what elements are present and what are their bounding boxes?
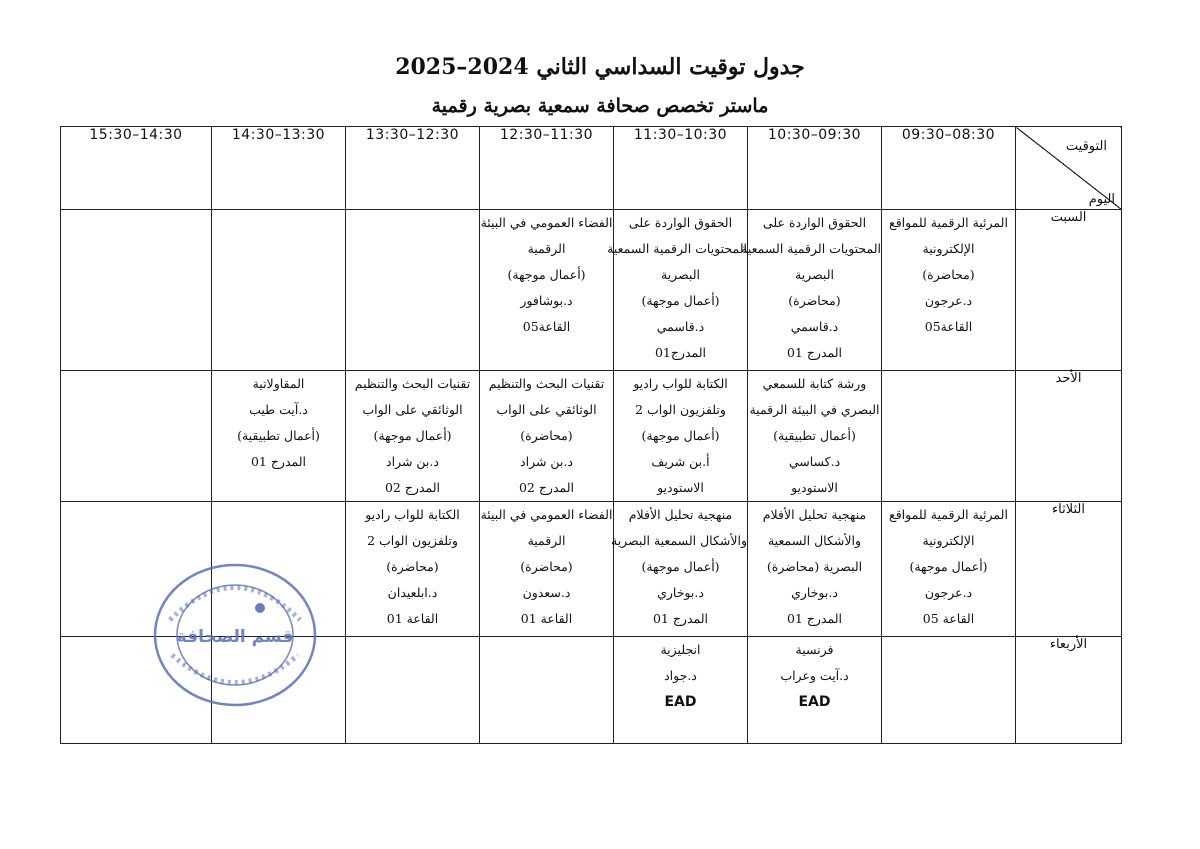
course-line: (محاضرة) xyxy=(520,428,573,443)
time-header-row xyxy=(61,127,1122,210)
course-line: والأشكال السمعية xyxy=(767,533,862,548)
course-cell xyxy=(346,502,480,637)
course-line: المحتويات الرقمية السمعية xyxy=(607,241,747,256)
day-label: الأربعاء xyxy=(1016,637,1122,744)
course-line: (محاضرة) xyxy=(922,267,975,282)
course-cell xyxy=(882,210,1016,371)
time-slot-header: 13:30–12:30 xyxy=(346,127,480,210)
course-cell xyxy=(480,210,614,371)
page-subtitle: ماستر تخصص صحافة سمعية بصرية رقمية xyxy=(431,95,769,117)
course-line: تقنيات البحث والتنظيم xyxy=(488,376,605,391)
course-cell xyxy=(748,502,882,637)
page-title: جدول توقيت السداسي الثاني 2024–2025 xyxy=(395,54,805,80)
time-slot-header: 14:30–13:30 xyxy=(212,127,346,210)
course-line: (أعمال موجهة) xyxy=(641,293,720,308)
time-slot-header: 12:30–11:30 xyxy=(480,127,614,210)
course-line: الوثائقي على الواب xyxy=(496,402,597,417)
course-line: المرئية الرقمية للمواقع xyxy=(889,215,1008,230)
course-line: EAD xyxy=(664,694,697,710)
course-line: الكتابة للواب راديو xyxy=(633,376,728,391)
course-line: (أعمال تطبيقية) xyxy=(237,428,320,443)
course-cell xyxy=(212,371,346,502)
course-line: المدرج 01 xyxy=(250,454,307,469)
empty-cell xyxy=(212,210,346,371)
day-row xyxy=(61,502,1122,637)
course-cell xyxy=(611,502,748,637)
course-cell xyxy=(614,637,748,744)
course-line: المدرج 01 xyxy=(786,611,843,626)
course-line: المدرج01 xyxy=(654,345,707,360)
course-cell xyxy=(480,502,614,637)
empty-cell xyxy=(61,371,212,502)
course-line: الرقمية xyxy=(527,241,566,256)
stamp-text: قسم الصحافة xyxy=(176,627,294,647)
course-line: د.سعدون xyxy=(522,585,571,600)
course-line: فرنسية xyxy=(795,642,834,657)
course-line: القاعة05 xyxy=(924,319,973,334)
course-line: المدرج 02 xyxy=(384,480,441,495)
course-line: د.قاسمي xyxy=(656,319,705,334)
course-cell xyxy=(748,637,882,744)
course-line: البصري في البيئة الرقمية xyxy=(749,402,880,417)
course-line: ورشة كتابة للسمعي xyxy=(762,376,867,391)
course-line: الاستوديو xyxy=(657,480,704,495)
time-slot-header: 10:30–09:30 xyxy=(748,127,882,210)
course-line: الحقوق الواردة على xyxy=(762,215,867,230)
course-line: البصرية xyxy=(795,267,834,282)
course-line: المدرج 01 xyxy=(652,611,709,626)
empty-cell xyxy=(212,502,346,637)
empty-cell xyxy=(882,371,1016,502)
course-line: المقاولاتية xyxy=(252,376,305,391)
course-line: القاعة05 xyxy=(522,319,571,334)
day-row xyxy=(61,210,1122,371)
course-line: المرئية الرقمية للمواقع xyxy=(889,507,1008,522)
course-line: (أعمال موجهة) xyxy=(507,267,586,282)
day-label: السبت xyxy=(1016,210,1122,371)
course-line: د.قاسمي xyxy=(790,319,839,334)
corner-header xyxy=(1016,127,1122,210)
day-label: الأحد xyxy=(1016,371,1122,502)
course-line: منهجية تحليل الأفلام xyxy=(762,507,867,522)
course-line: (محاضرة) xyxy=(386,559,439,574)
empty-cell xyxy=(212,637,346,744)
course-line: انجليزية xyxy=(660,642,701,657)
course-line: د.آيت وعراب xyxy=(780,668,849,683)
corner-day-label: اليوم xyxy=(1088,192,1115,207)
course-line: أ.بن شريف xyxy=(651,454,710,469)
course-line: البصرية xyxy=(661,267,700,282)
course-line: د.بن شراد xyxy=(520,454,573,469)
empty-cell xyxy=(61,502,212,637)
course-line: القاعة 05 xyxy=(922,611,975,626)
empty-cell xyxy=(346,210,480,371)
day-label: الثلاثاء xyxy=(1016,502,1122,637)
course-line: د.كساسي xyxy=(788,454,841,469)
course-line: الكتابة للواب راديو xyxy=(365,507,460,522)
course-line: تقنيات البحث والتنظيم xyxy=(354,376,471,391)
empty-cell xyxy=(882,637,1016,744)
course-line: البصرية (محاضرة) xyxy=(766,559,863,574)
course-line: د.عرجون xyxy=(924,293,973,308)
course-line: (أعمال موجهة) xyxy=(641,559,720,574)
time-slot-header: 15:30–14:30 xyxy=(61,127,212,210)
course-line: EAD xyxy=(798,694,831,710)
course-line: د.جواد xyxy=(664,668,697,683)
course-line: الإلكترونية xyxy=(922,533,975,548)
day-row xyxy=(61,637,1122,744)
course-line: وتلفزيون الواب 2 xyxy=(367,533,458,548)
course-cell xyxy=(614,371,748,502)
course-cell xyxy=(741,210,882,371)
empty-cell xyxy=(61,210,212,371)
empty-cell xyxy=(480,637,614,744)
empty-cell xyxy=(61,637,212,744)
course-cell xyxy=(748,371,882,502)
empty-cell xyxy=(346,637,480,744)
course-line: د.عرجون xyxy=(924,585,973,600)
course-line: الاستوديو xyxy=(791,480,838,495)
schedule-table xyxy=(60,126,1122,744)
course-line: د.بوخاري xyxy=(657,585,704,600)
course-cell xyxy=(480,371,614,502)
course-line: (أعمال موجهة) xyxy=(373,428,452,443)
course-line: منهجية تحليل الأفلام xyxy=(628,507,733,522)
course-cell xyxy=(882,502,1016,637)
corner-time-label: التوقيت xyxy=(1065,139,1107,154)
course-line: والأشكال السمعية البصرية xyxy=(611,533,747,548)
course-line: د.ابلعيدان xyxy=(387,585,438,600)
course-line: الوثائقي على الواب xyxy=(362,402,463,417)
course-line: د.آيت طيب xyxy=(249,402,308,417)
course-line: د.بوشافور xyxy=(520,293,573,308)
course-line: وتلفزيون الواب 2 xyxy=(635,402,726,417)
course-line: د.بوخاري xyxy=(791,585,838,600)
time-slot-header: 09:30–08:30 xyxy=(882,127,1016,210)
course-line: الإلكترونية xyxy=(922,241,975,256)
course-line: د.بن شراد xyxy=(386,454,439,469)
course-line: (محاضرة) xyxy=(520,559,573,574)
course-line: المدرج 01 xyxy=(786,345,843,360)
course-line: (أعمال موجهة) xyxy=(641,428,720,443)
course-line: الفضاء العمومي في البيئة xyxy=(480,507,613,522)
course-cell xyxy=(346,371,480,502)
course-line: الحقوق الواردة على xyxy=(628,215,733,230)
course-line: القاعة 01 xyxy=(386,611,439,626)
course-line: القاعة 01 xyxy=(520,611,573,626)
day-row xyxy=(61,371,1122,502)
course-line: المدرج 02 xyxy=(518,480,575,495)
time-slot-header: 11:30–10:30 xyxy=(614,127,748,210)
course-cell xyxy=(607,210,748,371)
course-line: الفضاء العمومي في البيئة xyxy=(480,215,613,230)
course-line: الرقمية xyxy=(527,533,566,548)
course-line: (أعمال موجهة) xyxy=(909,559,988,574)
course-line: (محاضرة) xyxy=(788,293,841,308)
course-line: المحتويات الرقمية السمعية xyxy=(741,241,881,256)
course-line: (أعمال تطبيقية) xyxy=(773,428,856,443)
